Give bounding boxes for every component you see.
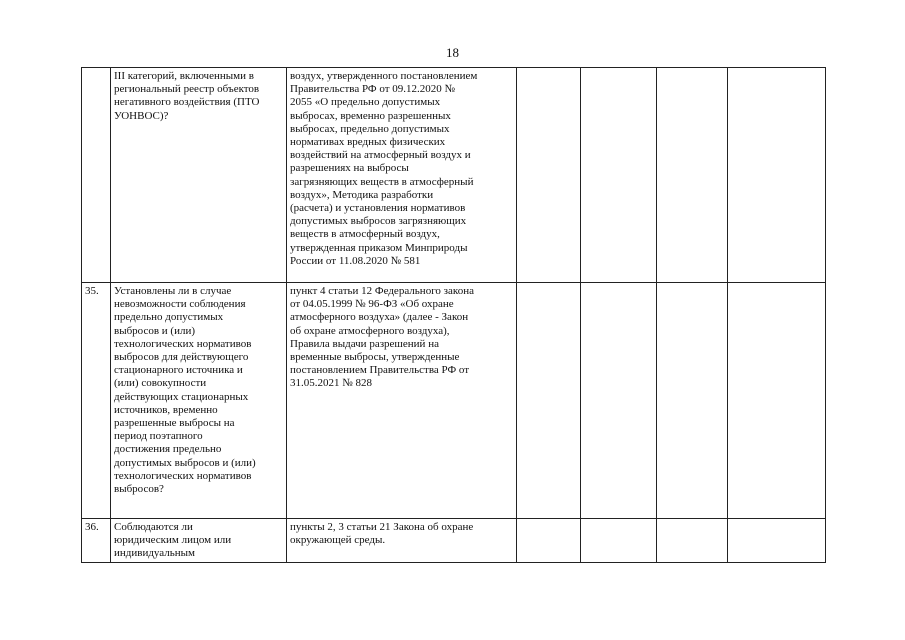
question-text: Установлены ли в случае невозможности соблюдения предельно допустимых выбросов и (или) технологических нормативов выбросов для действующего стационарного источника и (или) совокупности действующих стационарных источников, временно разрешенные выбросы на период поэтапного достижения предельно допустимых выбросов и (или) технологических нормативов выбросов? xyxy=(114,285,256,496)
answer-cell-f xyxy=(581,68,657,283)
legal-basis-text: пункты 2, 3 статьи 21 Закона об охране окружающей среды. xyxy=(290,521,474,547)
legal-basis-cell xyxy=(287,519,517,563)
row-number: 35. xyxy=(85,285,99,297)
legal-basis-text: пункт 4 статьи 12 Федерального закона от 04.05.1999 № 96-ФЗ «Об охране атмосферного воздуха» (далее - Закон об охране атмосферного воздуха), Правила выдачи разрешений на временные выбросы, утвержденные постановлением Правительства РФ от 31.05.2021 № 828 xyxy=(290,285,474,390)
question-text: Соблюдаются ли юридическим лицом или индивидуальным xyxy=(114,521,232,560)
table-row xyxy=(82,68,826,283)
row-number: 36. xyxy=(85,521,99,533)
answer-cell-e xyxy=(517,283,581,519)
legal-basis-text: воздух, утвержденного постановлением Правительства РФ от 09.12.2020 № 2055 «О предельно допустимых выбросах, временно разрешенных выбросах, предельно допустимых нормативах вредных физических воздействий на атмосферный воздух и разрешениях на выбросы загрязняющих веществ в атмосферный воздух», Методика разработки (расчета) и установления нормативов допустимых выбросов загрязняющих веществ в атмосферный воздух, утвержденная приказом Минприроды России от 11.08.2020 № 581 xyxy=(290,70,478,267)
answer-cell-g xyxy=(657,283,728,519)
answer-cell-g xyxy=(657,519,728,563)
answer-cell-h xyxy=(728,283,826,519)
answer-cell-g xyxy=(657,68,728,283)
answer-cell-f xyxy=(581,519,657,563)
answer-cell-e xyxy=(517,519,581,563)
row-number-cell xyxy=(82,283,111,519)
question-text: III категорий, включенными в региональный реестр объектов негативного воздействия (ПТО УОНВОС)? xyxy=(114,70,260,122)
legal-basis-cell xyxy=(287,283,517,519)
table-row xyxy=(82,519,826,563)
answer-cell-h xyxy=(728,519,826,563)
row-number-cell xyxy=(82,519,111,563)
legal-basis-cell xyxy=(287,68,517,283)
question-cell xyxy=(111,519,287,563)
checklist-table xyxy=(81,67,826,563)
question-cell xyxy=(111,283,287,519)
answer-cell-e xyxy=(517,68,581,283)
page-number: 18 xyxy=(446,45,459,60)
question-cell xyxy=(111,68,287,283)
answer-cell-h xyxy=(728,68,826,283)
table-row xyxy=(82,283,826,519)
row-number-cell xyxy=(82,68,111,283)
answer-cell-f xyxy=(581,283,657,519)
